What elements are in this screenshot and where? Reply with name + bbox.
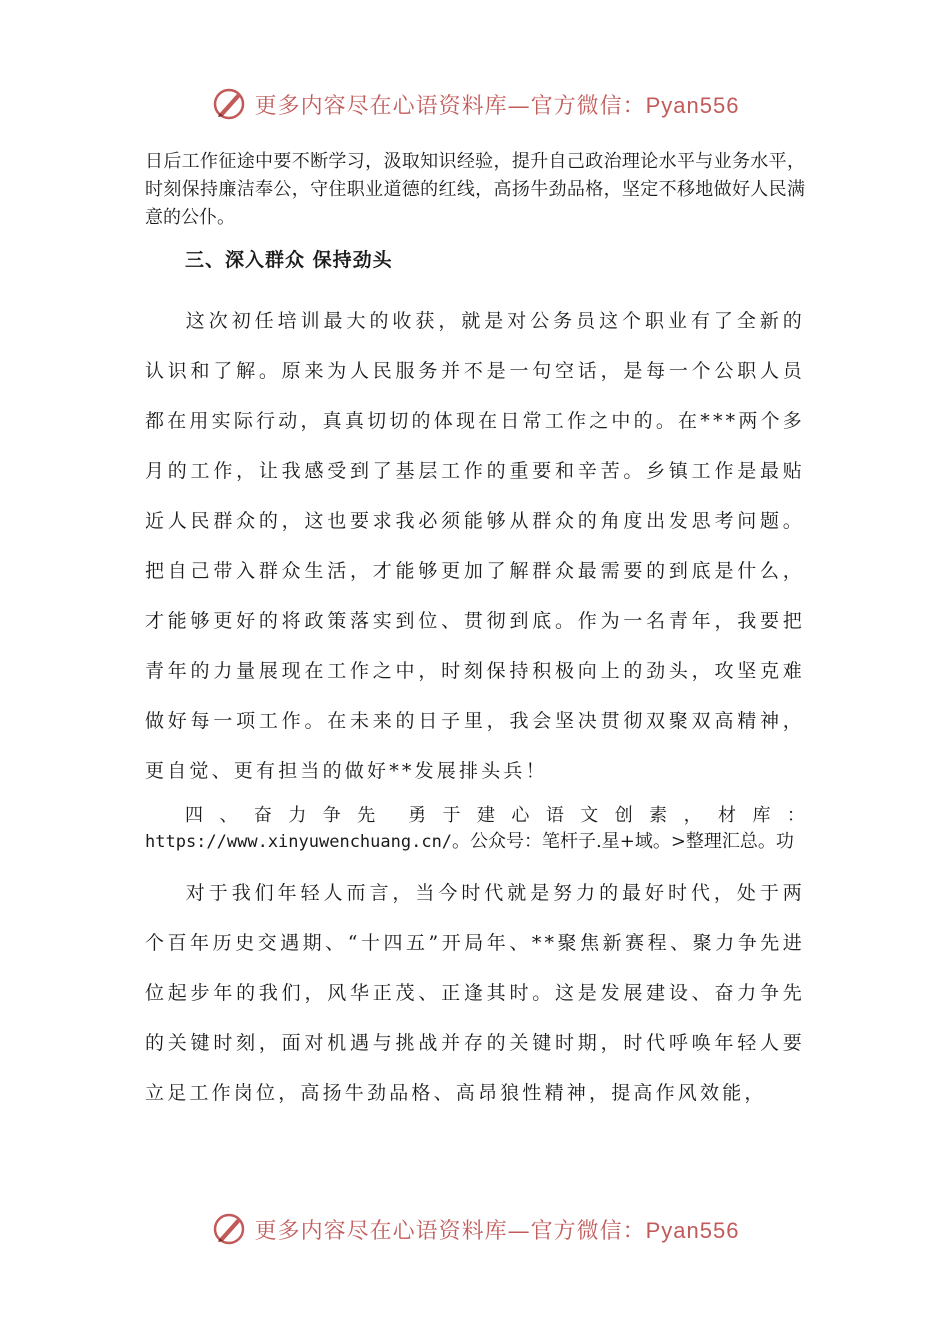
heading-char: 材: [718, 805, 736, 826]
heading-char: 四: [185, 805, 203, 826]
pen-logo-icon: [211, 1211, 247, 1247]
heading-char: 建: [476, 805, 495, 826]
heading-char: ，: [683, 805, 702, 826]
heading-char: 勇: [408, 805, 427, 826]
heading-char: 先: [357, 805, 376, 826]
watermark-text: 更多内容尽在心语资料库—官方微信：Pyan556: [254, 1217, 740, 1244]
heading-char: 争: [322, 805, 341, 826]
section-three-paragraph: 这次初任培训最大的收获，就是对公务员这个职业有了全新的认识和了解。原来为人民服务并不是一句空话，是每一个公职人员都在用实际行动，真真切切的体现在日常工作之中的。在***两个多月的工作，让我感受到了基层工作的重要和辛苦。乡镇工作是最贴近人民群众的，这也要求我必须能够从群众的角度出发思考问题。把自己带入群众生活，才能够更加了解群众最需要的到底是什么，才能够更好的将政策落实到位、贯彻到底。作为一名青年，我要把青年的力量展现在工作之中，时刻保持积极向上的劲头，攻坚克难做好每一项工作。在未来的日子里，我会坚决贯彻双聚双高精神，更自觉、更有担当的做好**发展排头兵！: [145, 310, 805, 782]
heading-char: 奋: [253, 805, 272, 826]
heading-char: 库: [752, 805, 771, 826]
section-four-heading-block: [145, 803, 805, 855]
intro-paragraph: 日后工作征途中要不断学习，汲取知识经验，提升自己政治理论水平与业务水平，时刻保持廉洁奉公，守住职业道德的红线，高扬牛劲品格，坚定不移地做好人民满意的公仆。: [145, 151, 805, 228]
heading-char: 语: [545, 805, 564, 826]
heading-char: 于: [442, 805, 461, 826]
header-watermark: [0, 86, 950, 122]
watermark-text: 更多内容尽在心语资料库—官方微信：Pyan556: [254, 92, 740, 119]
heading-char: 心: [511, 805, 530, 826]
source-note: 。公众号：笔杆子.星+域。>整理汇总。功: [452, 831, 794, 852]
section-three-heading: 三、深入群众 保持劲头: [185, 249, 393, 271]
heading-char: 文: [580, 805, 599, 826]
heading-char: ：: [786, 805, 805, 826]
section-four-paragraph: 对于我们年轻人而言，当今时代就是努力的最好时代，处于两个百年历史交遇期、“十四五”开局年、**聚焦新赛程、聚力争先进位起步年的我们，风华正茂、正逢其时。这是发展建设、奋力争先的关键时刻，面对机遇与挑战并存的关键时期，时代呼唤年轻人要立足工作岗位，高扬牛劲品格、高昂狼性精神，提高作风效能，: [145, 882, 805, 1104]
source-url: https://www.xinyuwenchuang.cn/: [145, 832, 453, 852]
source-url-line: [145, 829, 805, 855]
footer-watermark: [0, 1211, 950, 1247]
heading-char: 力: [288, 805, 307, 826]
heading-char: 创: [614, 805, 633, 826]
section-four-heading: [145, 803, 805, 829]
pen-logo-icon: [211, 86, 247, 122]
heading-char: 、: [219, 805, 238, 826]
heading-char: 素: [649, 805, 668, 826]
